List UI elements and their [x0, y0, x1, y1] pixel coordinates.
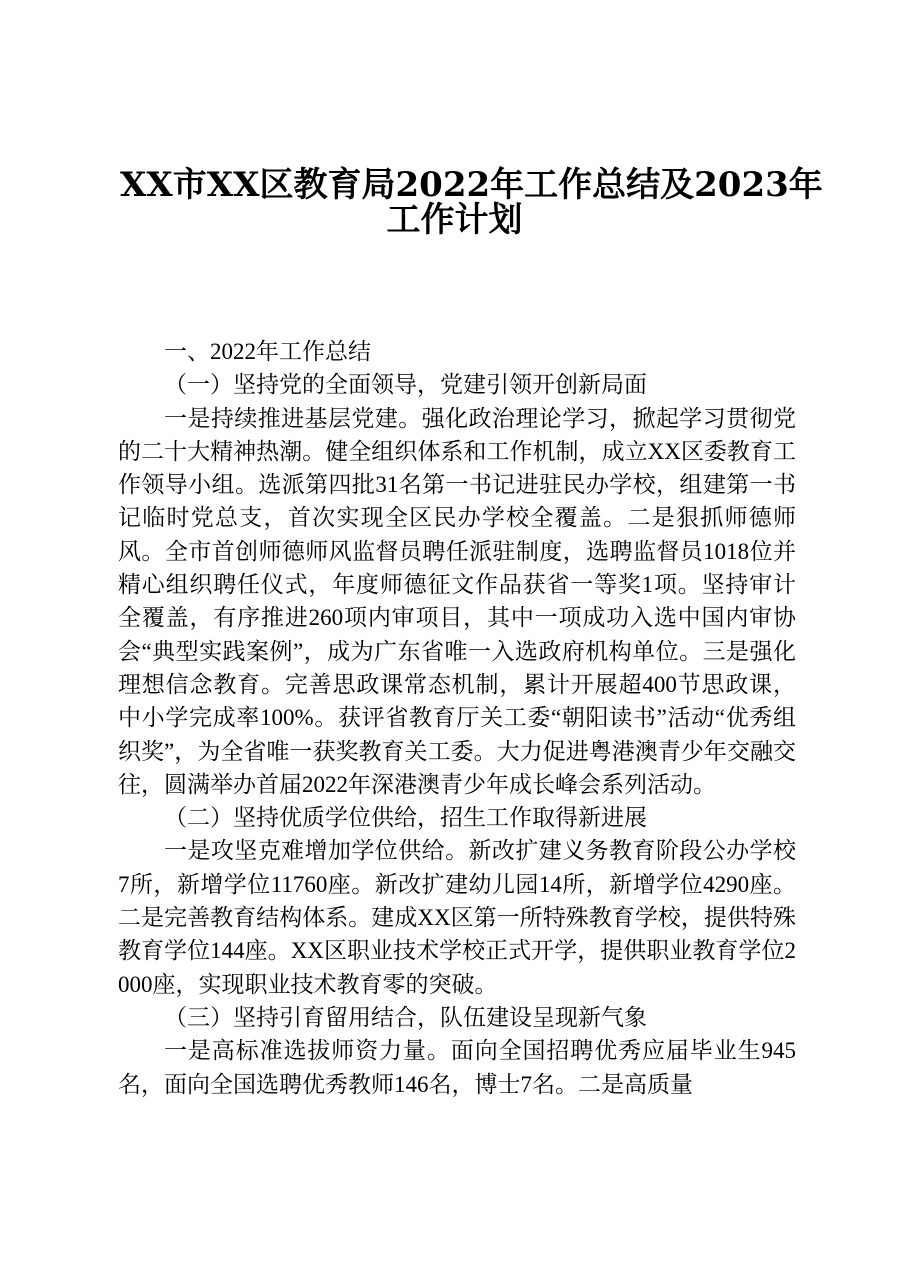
subsection-heading-teacher-team: （三）坚持引育留用结合，队伍建设呈现新气象	[164, 1004, 647, 1030]
section-heading-summary-2022: 一、2022年工作总结	[164, 339, 371, 364]
document-body	[118, 335, 796, 1101]
paragraph-party-building: 一是持续推进基层党建。强化政治理论学习，掀起学习贯彻党的二十大精神热潮。健全组织体系和工作机制，成立XX区委教育工作领导小组。选派第四批31名第一书记进驻民办学校，组建第一书记临时党总支，首次实现全区民办学校全覆盖。二是狠抓师德师风。全市首创师德师风监督员聘任派驻制度，选聘监督员1018位并精心组织聘任仪式，年度师德征文作品获省一等奖1项。坚持审计全覆盖，有序推进260项内审项目，其中一项成功入选中国内审协会“典型实践案例”，成为广东省唯一入选政府机构单位。三是强化理想信念教育。完善思政课常态机制，累计开展超400节思政课，中小学完成率100%。获评省教育厅关工委“朝阳读书”活动“优秀组织奖”，为全省唯一获奖教育关工委。大力促进粤港澳青少年交融交往，圆满举办首届2022年深港澳青少年成长峰会系列活动。	[118, 405, 796, 797]
paragraph-school-places: 一是攻坚克难增加学位供给。新改扩建义务教育阶段公办学校7所，新增学位11760座。新改扩建幼儿园14所，新增学位4290座。二是完善教育结构体系。建成XX区第一所特殊教育学校，提供特殊教育学位144座。XX区职业技术学校正式开学，提供职业教育学位2000座，实现职业技术教育零的突破。	[118, 838, 796, 997]
subsection-heading-school-places: （二）坚持优质学位供给，招生工作取得新进展	[164, 805, 647, 831]
subsection-heading-party-leadership: （一）坚持党的全面领导，党建引领开创新局面	[164, 372, 647, 398]
paragraph-teacher-team: 一是高标准选拔师资力量。面向全国招聘优秀应届毕业生945名，面向全国选聘优秀教师146名，博士7名。二是高质量	[118, 1038, 796, 1097]
document-title-line-2: 工作计划	[386, 200, 523, 240]
document-title-line-1: XX市XX区教育局2022年工作总结及2023年	[120, 165, 823, 205]
